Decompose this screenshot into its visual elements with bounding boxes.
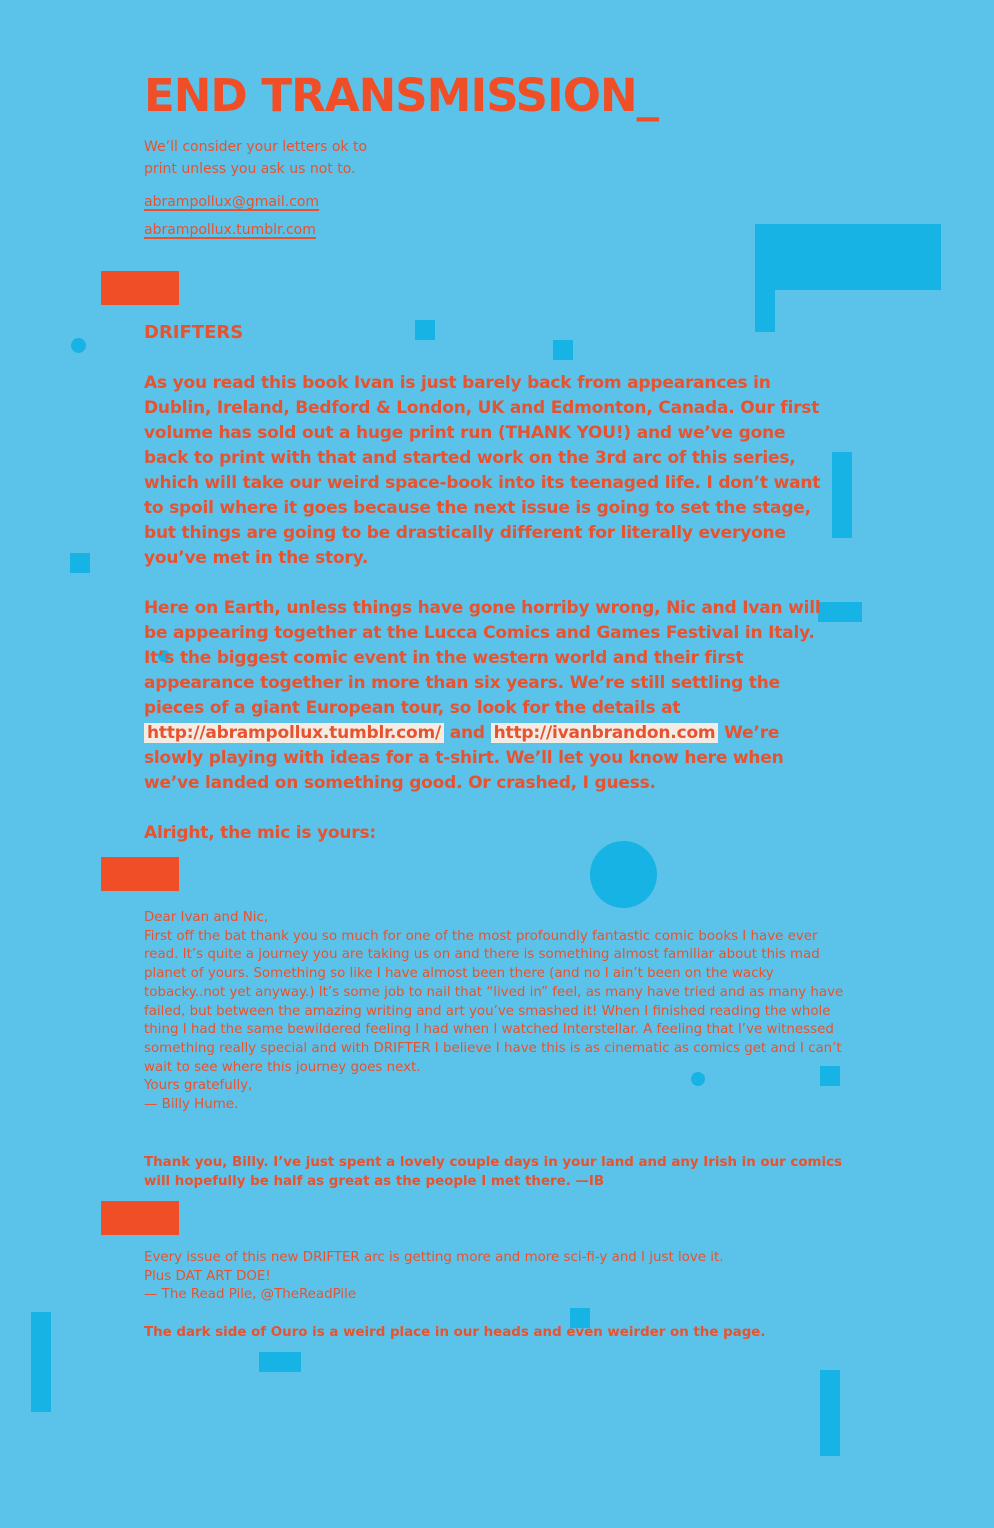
deco-square — [415, 320, 435, 340]
section-heading: DRIFTERS — [144, 322, 244, 343]
deco-bar-horizontal — [259, 1352, 301, 1372]
section-marker — [101, 271, 179, 305]
and-word: and — [449, 723, 485, 743]
letter-1 — [144, 909, 844, 1115]
deco-square — [70, 553, 90, 573]
paragraph-2-text-after: We’re slowly playing with ideas for a t-shirt. We’ll let you know here when we’ve landed on something good. Or crashed, I guess. — [144, 723, 784, 793]
tumblr-link[interactable]: abrampollux.tumblr.com — [144, 222, 316, 238]
deco-dot — [71, 338, 86, 353]
paragraph-2-text: Here on Earth, unless things have gone horriby wrong, Nic and Ivan will be appearing together at the Lucca Comics and Games Festival in Italy. It’s the biggest comic event in the western world and their first appearance together in more than six years. We’re still settling the pieces of a giant European tour, so look for the details at — [144, 598, 821, 718]
letter-2-signature: — The Read Pile, @TheReadPile — [144, 1287, 357, 1303]
deco-square — [553, 340, 573, 360]
page-title: END TRANSMISSION_ — [144, 69, 659, 122]
deco-bar-right — [832, 452, 852, 538]
deco-bar-top-right — [755, 260, 775, 332]
ivanbrandon-url-link[interactable]: http://ivanbrandon.com — [491, 723, 719, 743]
section-marker — [101, 857, 179, 891]
section-marker — [101, 1201, 179, 1235]
deco-circle-large — [590, 841, 657, 908]
drifters-paragraph-2 — [144, 596, 834, 796]
letter-2-line-1: Every issue of this new DRIFTER arc is getting more and more sci-fi-y and I just love it. — [144, 1250, 724, 1265]
drifters-paragraph-1: As you read this book Ivan is just barely back from appearances in Dublin, Ireland, Bedford & London, UK and Edmonton, Canada. Our first volume has sold out a huge print run (THANK YOU!) and we’ve gone back to print with that and started work on the 3rd arc of this series, which will take our weird space-book into its teenaged life. I don’t want to spoil where it goes because the next issue is going to set the stage, but things are going to be drastically different for literally everyone you’ve met in the story. — [144, 373, 821, 568]
reply-2: The dark side of Ouro is a weird place in our heads and even weirder on the page. — [144, 1325, 766, 1340]
deco-bar-bottom-right — [820, 1370, 840, 1456]
mic-line: Alright, the mic is yours: — [144, 823, 377, 843]
letter-closing: Yours gratefully, — [144, 1078, 253, 1094]
letter-signature: — Billy Hume. — [144, 1097, 239, 1113]
deco-block-top-right — [755, 224, 941, 290]
letter-body: First off the bat thank you so much for one of the most profoundly fantastic comic books I have ever read. It’s quite a journey you are taking us on and there is something almost familiar about this mad planet of yours. Something so like I have almost been there (and no I ain’t been on the wacky tobacky..not yet anyway.) It’s some job to nail that “lived in” feel, as many have tried and as many have failed, but between the amazing writing and art you’ve smashed it! When I finished reading the whole thing I had the same bewildered feeling I had when I watched Interstellar. A feeling that I’ve witnessed something really special and with DRIFTER I believe I have this is as cinematic as comics get and I can’t wait to see where this journey goes next. — [144, 928, 844, 1075]
intro-text: We’ll consider your letters ok to print unless you ask us not to. — [144, 139, 368, 177]
tumblr-url-link[interactable]: http://abrampollux.tumblr.com/ — [144, 723, 444, 743]
letter-greeting: Dear Ivan and Nic, — [144, 910, 269, 925]
letter-2 — [144, 1249, 844, 1305]
reply-1: Thank you, Billy. I’ve just spent a lovely couple days in your land and any Irish in our comics will hopefully be half as great as the people I met there. —IB — [144, 1155, 843, 1189]
email-link[interactable]: abrampollux@gmail.com — [144, 194, 320, 210]
deco-bar-left — [31, 1312, 51, 1412]
letter-2-line-2: Plus DAT ART DOE! — [144, 1268, 271, 1284]
